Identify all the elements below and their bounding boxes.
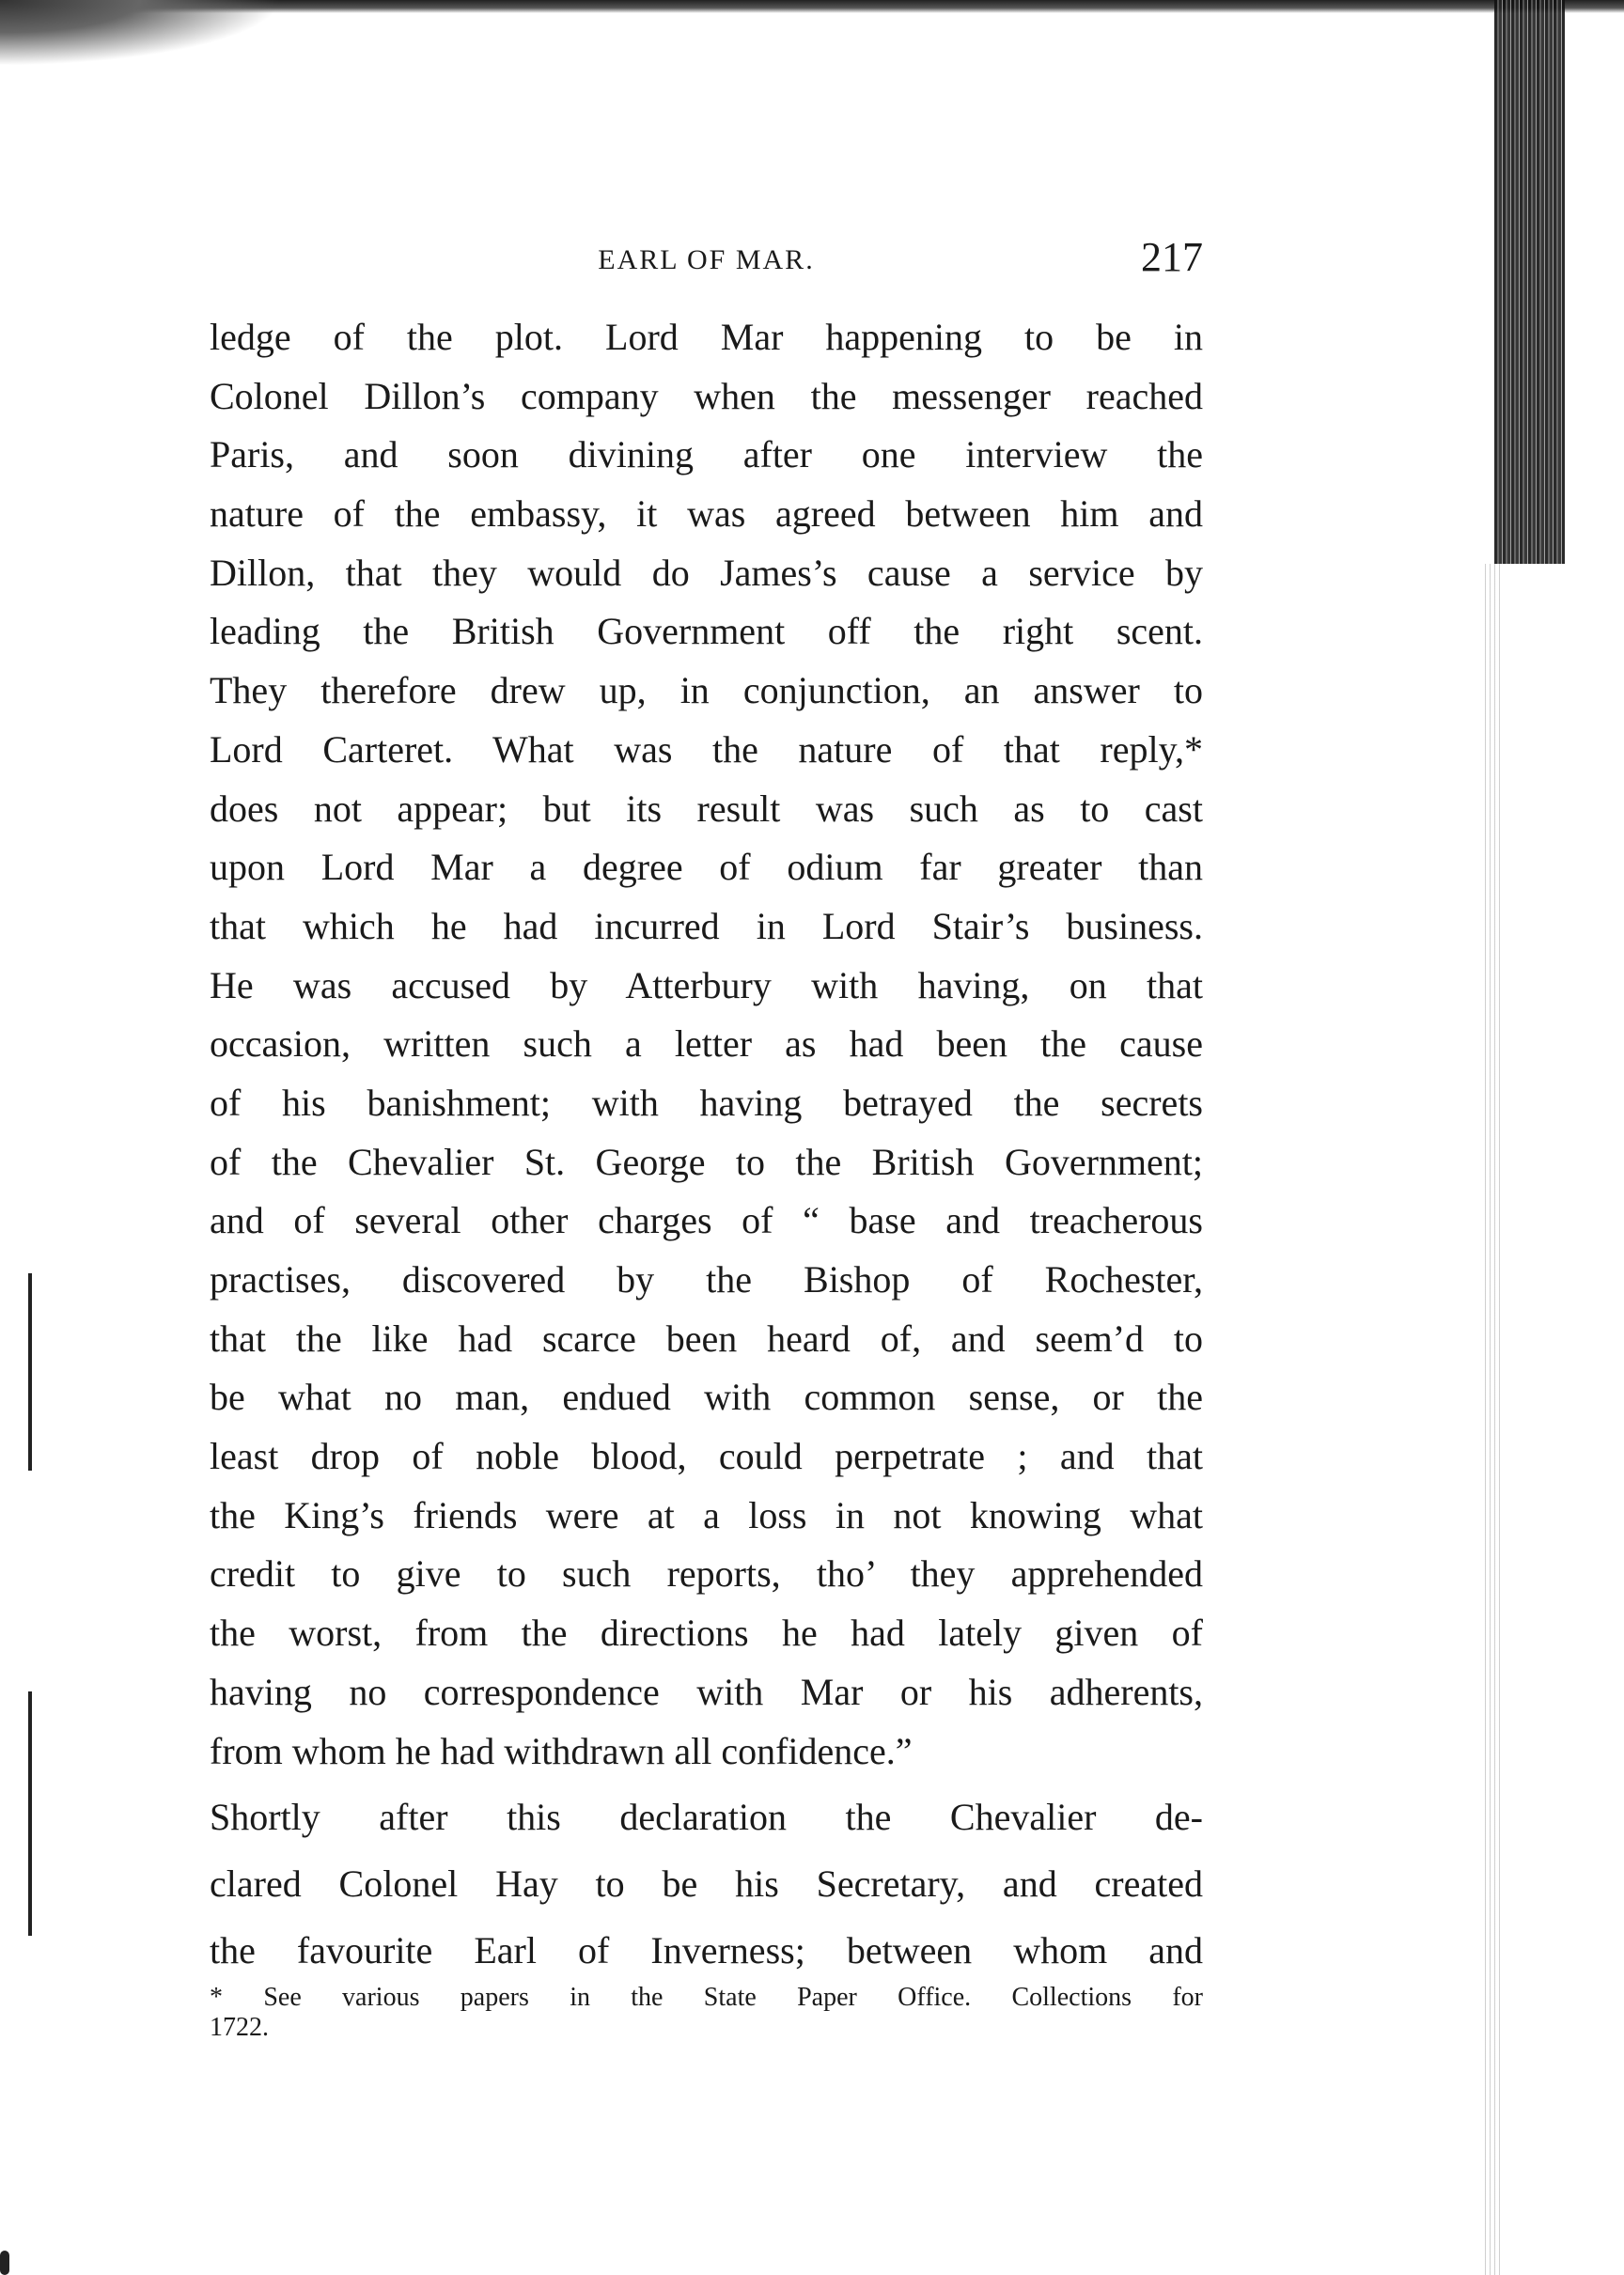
- footnote: [210, 1983, 1203, 2043]
- body-text: [210, 308, 1203, 1980]
- scan-smudge: [0, 0, 282, 66]
- text-line: Lord Carteret. What was the nature of that reply,*: [210, 727, 1203, 771]
- text-line: upon Lord Mar a degree of odium far greater than: [210, 846, 1203, 889]
- text-line: of the Chevalier St. George to the British Government;: [210, 1140, 1203, 1183]
- text-line: be what no man, endued with common sense, or the: [210, 1376, 1203, 1419]
- scan-binding-strip: [1494, 0, 1565, 564]
- margin-mark: [28, 1273, 32, 1471]
- text-line: from whom he had withdrawn all confidence.”: [210, 1729, 913, 1772]
- margin-mark: [0, 2251, 9, 2275]
- text-line: Paris, and soon divining after one interview the: [210, 433, 1203, 476]
- scan-binding-lines: [1485, 564, 1502, 2275]
- text-line: They therefore drew up, in conjunction, an answer to: [210, 669, 1203, 712]
- text-line: the favourite Earl of Inverness; between whom and: [210, 1928, 1203, 1971]
- text-line: occasion, written such a letter as had been the cause: [210, 1022, 1203, 1066]
- text-line: Shortly after this declaration the Chevalier de-: [210, 1796, 1203, 1839]
- running-title: EARL OF MAR.: [598, 244, 815, 275]
- margin-mark: [28, 1691, 32, 1936]
- text-line: practises, discovered by the Bishop of Rochester,: [210, 1258, 1203, 1301]
- text-line: that the like had scarce been heard of, and seem’d to: [210, 1317, 1203, 1360]
- footnote-line: 1722.: [210, 2013, 269, 2042]
- text-line: Dillon, that they would do James’s cause a service by: [210, 551, 1203, 594]
- text-line: He was accused by Atterbury with having, on that: [210, 963, 1203, 1006]
- text-line: and of several other charges of “ base and treacherous: [210, 1199, 1203, 1242]
- text-line: Colonel Dillon’s company when the messenger reached: [210, 374, 1203, 417]
- text-line: least drop of noble blood, could perpetrate ; and that: [210, 1435, 1203, 1478]
- text-line: does not appear; but its result was such as to cast: [210, 787, 1203, 830]
- page-header: [210, 233, 1203, 280]
- text-line: that which he had incurred in Lord Stair’s business.: [210, 904, 1203, 947]
- text-line: having no correspondence with Mar or his adherents,: [210, 1670, 1203, 1713]
- text-line: leading the British Government off the right scent.: [210, 610, 1203, 653]
- text-line: ledge of the plot. Lord Mar happening to be in: [210, 316, 1203, 358]
- text-line: credit to give to such reports, tho’ they apprehended: [210, 1552, 1203, 1596]
- text-line: the King’s friends were at a loss in not knowing what: [210, 1493, 1203, 1536]
- footnote-line: * See various papers in the State Paper Office. Collections for: [210, 1983, 1203, 2012]
- page-number: 217: [1141, 234, 1203, 280]
- text-line: the worst, from the directions he had lately given of: [210, 1612, 1203, 1655]
- text-line: clared Colonel Hay to be his Secretary, and created: [210, 1862, 1203, 1905]
- text-line: of his banishment; with having betrayed the secrets: [210, 1081, 1203, 1124]
- text-line: nature of the embassy, it was agreed between him and: [210, 492, 1203, 536]
